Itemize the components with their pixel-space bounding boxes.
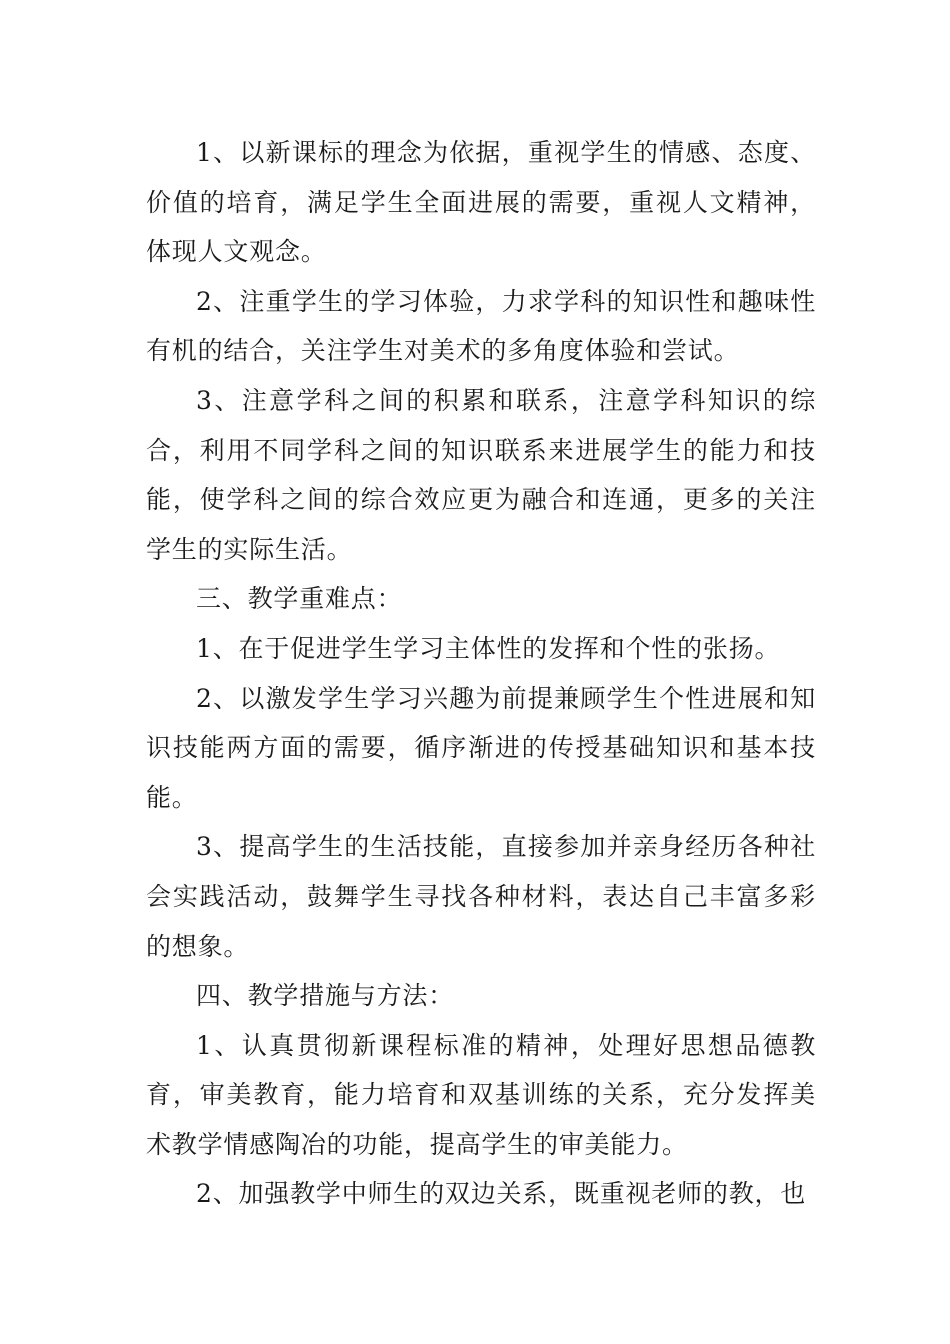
paragraph-key-point-3: 3、提高学生的生活技能，直接参加并亲身经历各种社会实践活动，鼓舞学生寻找各种材料，表达自己丰富多彩的想象。 xyxy=(146,832,816,961)
paragraph-key-point-1: 1、在于促进学生学习主体性的发挥和个性的张扬。 xyxy=(196,633,781,663)
paragraph-measure-2: 2、加强教学中师生的双边关系，既重视老师的教，也 xyxy=(196,1179,807,1209)
paragraph-principle-3: 3、注意学科之间的积累和联系，注意学科知识的综合，利用不同学科之间的知识联系来进展学生的能力和技能，使学科之间的综合效应更为融合和连通，更多的关注学生的实际生活。 xyxy=(146,385,816,564)
paragraph-key-point-2: 2、以激发学生学习兴趣为前提兼顾学生个性进展和知识技能两方面的需要，循序渐进的传授基础知识和基本技能。 xyxy=(146,683,816,812)
paragraph-principle-2: 2、注重学生的学习体验，力求学科的知识性和趣味性有机的结合，关注学生对美术的多角度体验和尝试。 xyxy=(146,286,816,366)
section-heading-measures: 四、教学措施与方法： xyxy=(196,981,455,1011)
paragraph-measure-1: 1、认真贯彻新课程标准的精神，处理好思想品德教育，审美教育，能力培育和双基训练的关系，充分发挥美术教学情感陶冶的功能，提高学生的审美能力。 xyxy=(146,1030,816,1159)
section-heading-key-points: 三、教学重难点： xyxy=(196,584,403,614)
paragraph-principle-1: 1、以新课标的理念为依据，重视学生的情感、态度、价值的培育，满足学生全面进展的需要，重视人文精神，体现人文观念。 xyxy=(146,138,816,267)
document-body xyxy=(146,128,816,1219)
